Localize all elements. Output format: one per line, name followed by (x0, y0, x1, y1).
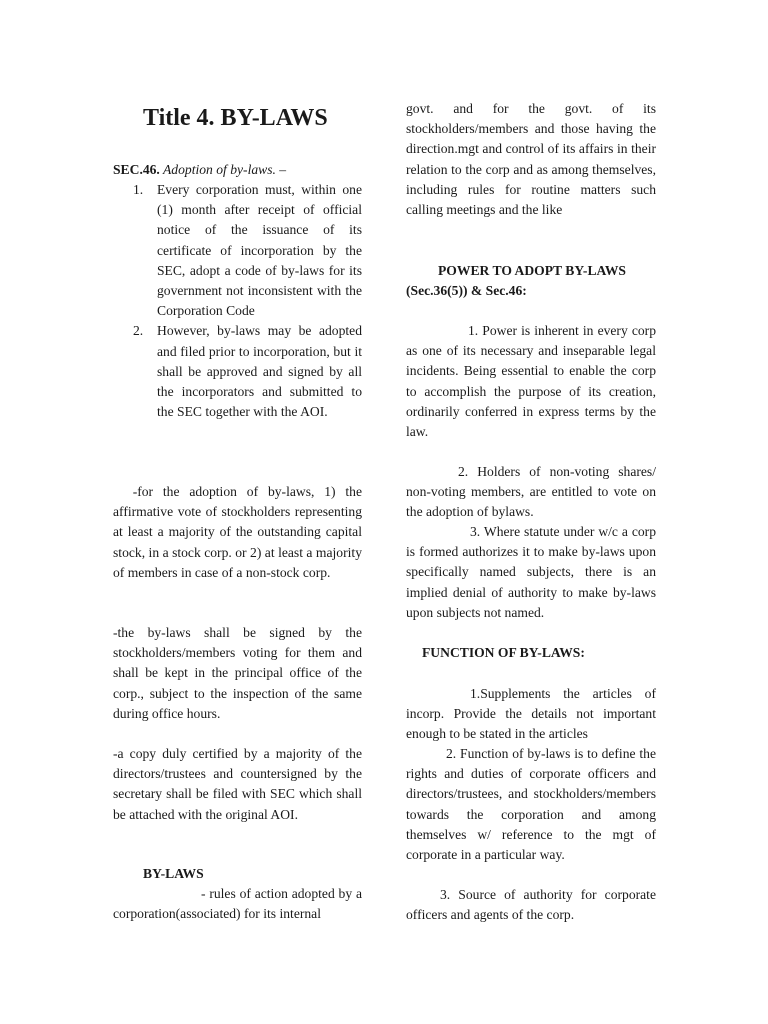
list-item-text: However, by-laws may be adopted and filed prior to incorporation, but it shall be approved and signed by all the incorporators and submitted to the SEC together with the AOI. (157, 323, 362, 420)
function-item-1: 1.Supplements the articles of incorp. Provide the details not important enough to be stated in the articles (406, 686, 656, 742)
bylaws-heading: BY-LAWS (143, 866, 204, 881)
section-46-title: Adoption of by-laws. – (159, 162, 287, 177)
function-item-3: 3. Source of authority for corporate officers and agents of the corp. (406, 887, 656, 923)
power-item-3: 3. Where statute under w/c a corp is formed authorizes it to make by-laws upon specifically named subjects, there is an implied denial of authority to make by-laws upon subjects not named. (406, 524, 656, 620)
power-heading-line2: (Sec.36(5)) & Sec.46: (406, 283, 527, 298)
bylaws-definition: - rules of action adopted by a corporation(associated) for its internal (113, 886, 362, 922)
list-item (113, 321, 362, 422)
list-item-number: 1. (133, 182, 144, 197)
adoption-vote-paragraph: -for the adoption of by-laws, 1) the affirmative vote of stockholders representing at least a majority of the outstanding capital stock, in a stock corp. or 2) at least a majority of members in case of a non-stock corp. (113, 484, 362, 580)
bylaws-definition-continued: govt. and for the govt. of its stockholders/members and those having the direction.mgt and control of its affairs in their relation to the corp and as among themselves, including rules for routine matters such calling meetings and the like (406, 101, 656, 218)
signing-paragraph: -the by-laws shall be signed by the stockholders/members voting for them and shall be kept in the principal office of the corp., subject to the inspection of the same during office hours. (113, 625, 362, 721)
list-item-number: 2. (133, 323, 144, 339)
list-item-text: Every corporation must, within one (1) month after receipt of official notice of the issuance of its certificate of incorporation by the SEC, adopt a code of by-laws for its government not inconsistent with the Corporation Code (157, 182, 362, 319)
function-heading: FUNCTION OF BY-LAWS: (422, 645, 585, 660)
section-46-label: SEC.46. (113, 162, 160, 177)
list-item (113, 180, 362, 321)
certified-copy-paragraph: -a copy duly certified by a majority of the directors/trustees and countersigned by the secretary shall be filed with SEC which shall be attached with the original AOI. (113, 746, 362, 822)
power-item-2: 2. Holders of non-voting shares/ non-voting members, are entitled to vote on the adoption of bylaws. (406, 464, 656, 520)
page-title: Title 4. BY-LAWS (143, 105, 328, 131)
section-46-heading (113, 160, 286, 180)
power-heading-line1: POWER TO ADOPT BY-LAWS (438, 263, 626, 278)
section-46-list (113, 180, 362, 422)
power-item-1: 1. Power is inherent in every corp as one of its necessary and inseparable legal incidents. Being essential to enable the corp to accomplish the purpose of its creation, ordinarily conferred in express terms by the law. (406, 323, 656, 440)
function-item-2: 2. Function of by-laws is to define the rights and duties of corporate officers and directors/trustees, and stockholders/members towards the corporation and among themselves w/ reference to the mgt of corporate in a particular way. (406, 746, 656, 863)
